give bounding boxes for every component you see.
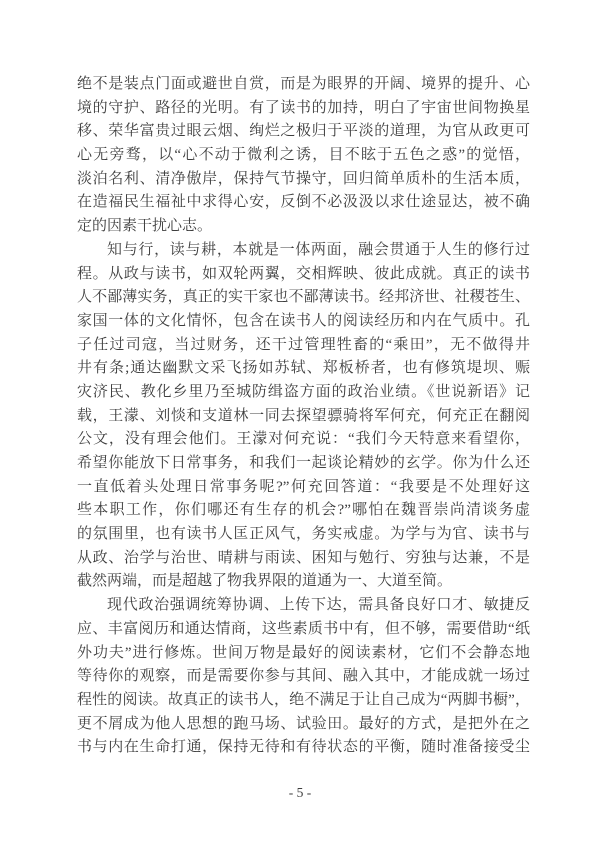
text-line: 绝不是装点门面或避世自赏，而是为眼界的开阔、境界的提升、心 [77, 76, 530, 92]
text-line: 的氛围里，也有读书人匡正风气，务实戒虚。为学与为官、读书与 [77, 526, 530, 543]
text-line: 定的因素干扰心志。 [77, 218, 213, 235]
text-line: 移、荣华富贵过眼云烟、绚烂之极归于平淡的道理，为官从政更可 [77, 123, 530, 140]
text-line: 子任过司寇，当过财务，还干过管理牲畜的“乘田”，无不做得井 [77, 336, 530, 353]
text-line: 知与行，读与耕，本就是一体两面，融会贯通于人生的修行过 [107, 241, 530, 258]
text-line: 等待你的观察，而是需要你参与其间、融入其中，才能成就一场过 [77, 668, 530, 685]
text-line: 在造福民生福祉中求得心安，反倒不必汲汲以求仕途显达，被不确 [77, 194, 530, 211]
text-line: 灾济民、教化乡里乃至城防缉盗方面的政治业绩。《世说新语》记 [77, 383, 530, 400]
text-line: 境的守护、路径的光明。有了读书的加持，明白了宇宙世间物换星 [77, 99, 530, 116]
text-line: 心无旁骛，以“心不动于微利之诱，目不眩于五色之惑”的觉悟， [77, 147, 530, 164]
text-line: 载，王濛、刘惔和支道林一同去探望骠骑将军何充，何充正在翻阅 [77, 407, 530, 424]
text-line: 现代政治强调统筹协调、上传下达，需具备良好口才、敏捷反 [107, 597, 530, 614]
text-line: 外功夫”进行修炼。世间万物是最好的阅读素材，它们不会静态地 [77, 644, 530, 661]
text-line: 应、丰富阅历和通达情商，这些素质书中有，但不够，需要借助“纸 [77, 620, 530, 637]
text-line: 希望你能放下日常事务，和我们一起谈论精妙的玄学。你为什么还 [77, 455, 530, 471]
text-line: 截然两端，而是超越了物我界限的道通为一、大道至简。 [77, 573, 453, 590]
text-line: 书与内在生命打通，保持无待和有待状态的平衡，随时准备接受尘 [77, 739, 530, 756]
text-block [77, 73, 530, 760]
text-line: 些本职工作，你们哪还有生存的机会?”哪怕在魏晋崇尚清谈务虚 [77, 502, 530, 519]
text-line: 更不屑成为他人思想的跑马场、试验田。最好的方式，是把外在之 [77, 715, 530, 732]
text-line: 公文，没有理会他们。王濛对何充说：“我们今天特意来看望你， [77, 431, 530, 448]
text-line: 程性的阅读。故真正的读书人，绝不满足于让自己成为“两脚书橱”， [77, 691, 530, 708]
page-number: - 5 - [288, 785, 312, 800]
text-line: 一直低着头处理日常事务呢?”何充回答道：“我要是不处理好这 [77, 478, 530, 495]
text-line: 淡泊名利、清净傲岸，保持气节操守，回归简单质朴的生活本质， [77, 170, 530, 187]
text-line: 家国一体的文化情怀，包含在读书人的阅读经历和内在气质中。孔 [77, 312, 530, 329]
text-line: 井有条;通达幽默文采飞扬如苏轼、郑板桥者，也有修筑堤坝、赈 [77, 360, 530, 377]
text-line: 从政、治学与治世、晴耕与雨读、困知与勉行、穷独与达兼，不是 [77, 549, 530, 566]
text-line: 人不鄙薄实务，真正的实干家也不鄙薄读书。经邦济世、社稷苍生、 [77, 289, 530, 306]
text-line: 程。从政与读书，如双轮两翼，交相辉映、彼此成就。真正的读书 [77, 265, 530, 282]
